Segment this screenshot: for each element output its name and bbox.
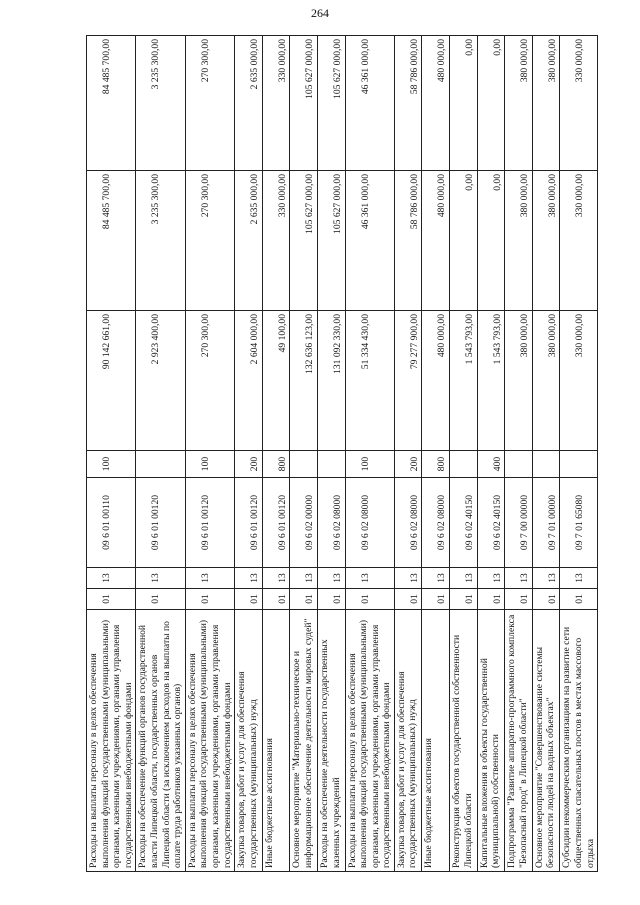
row-podrazdel-cell: 13 (505, 568, 533, 589)
table-row (560, 36, 598, 872)
row-expense-type-cell (450, 451, 478, 478)
row-name-cell: Расходы на выплаты персоналу в целях обеспечения выполнения функций государственными (муниципальными) органами, казенными учреждениями, органами управления государственными внебюджетными фондами (87, 610, 136, 872)
page-number: 264 (311, 6, 329, 20)
row-name-cell: Подпрограмма "Развитие аппаратно-программного комплекса "Безопасный город" в Липецкой области" (505, 610, 533, 872)
row-amount-1-cell: 380 000,00 (505, 311, 533, 451)
row-razdel-cell: 01 (422, 589, 450, 610)
row-amount-3-cell: 3 235 300,00 (136, 36, 185, 171)
row-amount-1-cell: 1 543 793,00 (477, 311, 505, 451)
row-podrazdel-cell: 13 (87, 568, 136, 589)
row-expense-type-cell: 400 (477, 451, 505, 478)
row-amount-1-cell: 51 334 430,00 (345, 311, 394, 451)
row-target-article-cell: 09 6 02 08000 (345, 478, 394, 568)
row-expense-type-cell (317, 451, 345, 478)
row-name-cell: Основное мероприятие "Совершенствование системы безопасности людей на водных объектах" (532, 610, 560, 872)
row-razdel-cell: 01 (505, 589, 533, 610)
row-razdel-cell: 01 (290, 589, 318, 610)
row-target-article-cell: 09 7 01 65080 (560, 478, 598, 568)
budget-table-body (87, 36, 598, 872)
table-row (450, 36, 478, 872)
row-amount-3-cell: 270 300,00 (185, 36, 234, 171)
row-podrazdel-cell: 13 (185, 568, 234, 589)
row-amount-3-cell: 330 000,00 (560, 36, 598, 171)
row-razdel-cell: 01 (345, 589, 394, 610)
table-row (185, 36, 234, 872)
row-expense-type-cell (560, 451, 598, 478)
row-amount-3-cell: 58 786 000,00 (394, 36, 422, 171)
row-name-cell: Субсидии некоммерческим организациям на развитие сети общественных спасательных постов в местах массового отдыха (560, 610, 598, 872)
row-amount-2-cell: 330 000,00 (262, 171, 290, 311)
row-podrazdel-cell: 13 (560, 568, 598, 589)
row-amount-2-cell: 380 000,00 (505, 171, 533, 311)
row-amount-1-cell: 330 000,00 (560, 311, 598, 451)
table-row (477, 36, 505, 872)
row-amount-2-cell: 0,00 (477, 171, 505, 311)
budget-table (86, 35, 598, 872)
table-row (345, 36, 394, 872)
row-target-article-cell: 09 6 01 00120 (185, 478, 234, 568)
row-razdel-cell: 01 (87, 589, 136, 610)
row-amount-1-cell: 131 092 330,00 (317, 311, 345, 451)
row-podrazdel-cell: 13 (290, 568, 318, 589)
row-expense-type-cell: 200 (235, 451, 263, 478)
row-expense-type-cell (532, 451, 560, 478)
row-amount-1-cell: 2 923 400,00 (136, 311, 185, 451)
row-amount-3-cell: 2 635 000,00 (235, 36, 263, 171)
row-target-article-cell: 09 6 02 40150 (477, 478, 505, 568)
row-expense-type-cell: 800 (262, 451, 290, 478)
rotated-table-container (86, 36, 596, 872)
row-name-cell: Основное мероприятие "Материально-техническое и информационное обеспечение деятельности мировых судей" (290, 610, 318, 872)
row-amount-3-cell: 84 485 700,00 (87, 36, 136, 171)
row-amount-2-cell: 2 635 000,00 (235, 171, 263, 311)
row-amount-1-cell: 90 142 661,00 (87, 311, 136, 451)
row-expense-type-cell: 800 (422, 451, 450, 478)
table-row (317, 36, 345, 872)
row-podrazdel-cell: 13 (477, 568, 505, 589)
row-amount-2-cell: 105 627 000,00 (290, 171, 318, 311)
row-razdel-cell: 01 (394, 589, 422, 610)
row-target-article-cell: 09 7 00 00000 (505, 478, 533, 568)
table-row (262, 36, 290, 872)
row-target-article-cell: 09 6 02 40150 (450, 478, 478, 568)
row-razdel-cell: 01 (262, 589, 290, 610)
row-podrazdel-cell: 13 (136, 568, 185, 589)
row-expense-type-cell (136, 451, 185, 478)
table-row (136, 36, 185, 872)
row-amount-3-cell: 380 000,00 (505, 36, 533, 171)
table-row (87, 36, 136, 872)
row-amount-3-cell: 105 627 000,00 (317, 36, 345, 171)
row-amount-2-cell: 0,00 (450, 171, 478, 311)
row-amount-1-cell: 1 543 793,00 (450, 311, 478, 451)
row-name-cell: Иные бюджетные ассигнования (422, 610, 450, 872)
row-amount-2-cell: 330 000,00 (560, 171, 598, 311)
row-amount-1-cell: 132 636 123,00 (290, 311, 318, 451)
row-expense-type-cell: 100 (345, 451, 394, 478)
row-target-article-cell: 09 6 02 08000 (422, 478, 450, 568)
row-target-article-cell: 09 7 01 00000 (532, 478, 560, 568)
row-name-cell: Реконструкция объектов государственной собственности Липецкой области (450, 610, 478, 872)
row-razdel-cell: 01 (560, 589, 598, 610)
row-name-cell: Капитальные вложения в объекты государственной (муниципальной) собственности (477, 610, 505, 872)
table-row (290, 36, 318, 872)
table-row (235, 36, 263, 872)
row-amount-3-cell: 46 361 000,00 (345, 36, 394, 171)
row-podrazdel-cell: 13 (422, 568, 450, 589)
row-razdel-cell: 01 (317, 589, 345, 610)
row-name-cell: Иные бюджетные ассигнования (262, 610, 290, 872)
row-name-cell: Закупка товаров, работ и услуг для обеспечения государственных (муниципальных) нужд (394, 610, 422, 872)
row-razdel-cell: 01 (136, 589, 185, 610)
row-amount-2-cell: 3 235 300,00 (136, 171, 185, 311)
row-target-article-cell: 09 6 01 00110 (87, 478, 136, 568)
row-amount-2-cell: 480 000,00 (422, 171, 450, 311)
row-amount-2-cell: 270 300,00 (185, 171, 234, 311)
row-target-article-cell: 09 6 02 08000 (317, 478, 345, 568)
row-podrazdel-cell: 13 (394, 568, 422, 589)
row-podrazdel-cell: 13 (317, 568, 345, 589)
row-amount-3-cell: 0,00 (450, 36, 478, 171)
row-amount-1-cell: 49 100,00 (262, 311, 290, 451)
row-amount-2-cell: 105 627 000,00 (317, 171, 345, 311)
row-expense-type-cell (290, 451, 318, 478)
row-name-cell: Закупка товаров, работ и услуг для обеспечения государственных (муниципальных) нужд (235, 610, 263, 872)
row-razdel-cell: 01 (532, 589, 560, 610)
row-amount-1-cell: 380 000,00 (532, 311, 560, 451)
table-row (394, 36, 422, 872)
row-amount-1-cell: 270 300,00 (185, 311, 234, 451)
row-razdel-cell: 01 (185, 589, 234, 610)
row-razdel-cell: 01 (235, 589, 263, 610)
table-row (505, 36, 533, 872)
row-target-article-cell: 09 6 01 00120 (262, 478, 290, 568)
row-amount-3-cell: 380 000,00 (532, 36, 560, 171)
row-name-cell: Расходы на выплаты персоналу в целях обеспечения выполнения функций государственными (муниципальными) органами, казенными учреждениями, органами управления государственными внебюджетными фондами (185, 610, 234, 872)
row-expense-type-cell: 100 (185, 451, 234, 478)
row-target-article-cell: 09 6 02 00000 (290, 478, 318, 568)
row-target-article-cell: 09 6 02 08000 (394, 478, 422, 568)
rotated-page-area (86, 36, 596, 872)
table-row (422, 36, 450, 872)
row-podrazdel-cell: 13 (262, 568, 290, 589)
row-target-article-cell: 09 6 01 00120 (235, 478, 263, 568)
row-amount-3-cell: 0,00 (477, 36, 505, 171)
row-amount-1-cell: 480 000,00 (422, 311, 450, 451)
row-expense-type-cell: 100 (87, 451, 136, 478)
row-podrazdel-cell: 13 (235, 568, 263, 589)
row-podrazdel-cell: 13 (345, 568, 394, 589)
table-row (532, 36, 560, 872)
row-amount-2-cell: 58 786 000,00 (394, 171, 422, 311)
row-amount-2-cell: 84 485 700,00 (87, 171, 136, 311)
row-expense-type-cell (505, 451, 533, 478)
row-target-article-cell: 09 6 01 00120 (136, 478, 185, 568)
row-podrazdel-cell: 13 (450, 568, 478, 589)
row-amount-1-cell: 2 604 000,00 (235, 311, 263, 451)
row-amount-2-cell: 380 000,00 (532, 171, 560, 311)
row-razdel-cell: 01 (477, 589, 505, 610)
row-name-cell: Расходы на выплаты персоналу в целях обеспечения выполнения функций государственными (муниципальными) органами, казенными учреждениями, органами управления государственными внебюджетными фондами (345, 610, 394, 872)
row-podrazdel-cell: 13 (532, 568, 560, 589)
row-amount-3-cell: 105 627 000,00 (290, 36, 318, 171)
row-razdel-cell: 01 (450, 589, 478, 610)
row-name-cell: Расходы на обеспечение деятельности государственных казенных учреждений (317, 610, 345, 872)
row-amount-3-cell: 480 000,00 (422, 36, 450, 171)
row-amount-3-cell: 330 000,00 (262, 36, 290, 171)
row-amount-2-cell: 46 361 000,00 (345, 171, 394, 311)
row-name-cell: Расходы на обеспечение функций органов государственной власти Липецкой области, государственных органов Липецкой области (за исключением расходов на выплаты по оплате труда работников указанных органов) (136, 610, 185, 872)
row-expense-type-cell: 200 (394, 451, 422, 478)
row-amount-1-cell: 79 277 900,00 (394, 311, 422, 451)
